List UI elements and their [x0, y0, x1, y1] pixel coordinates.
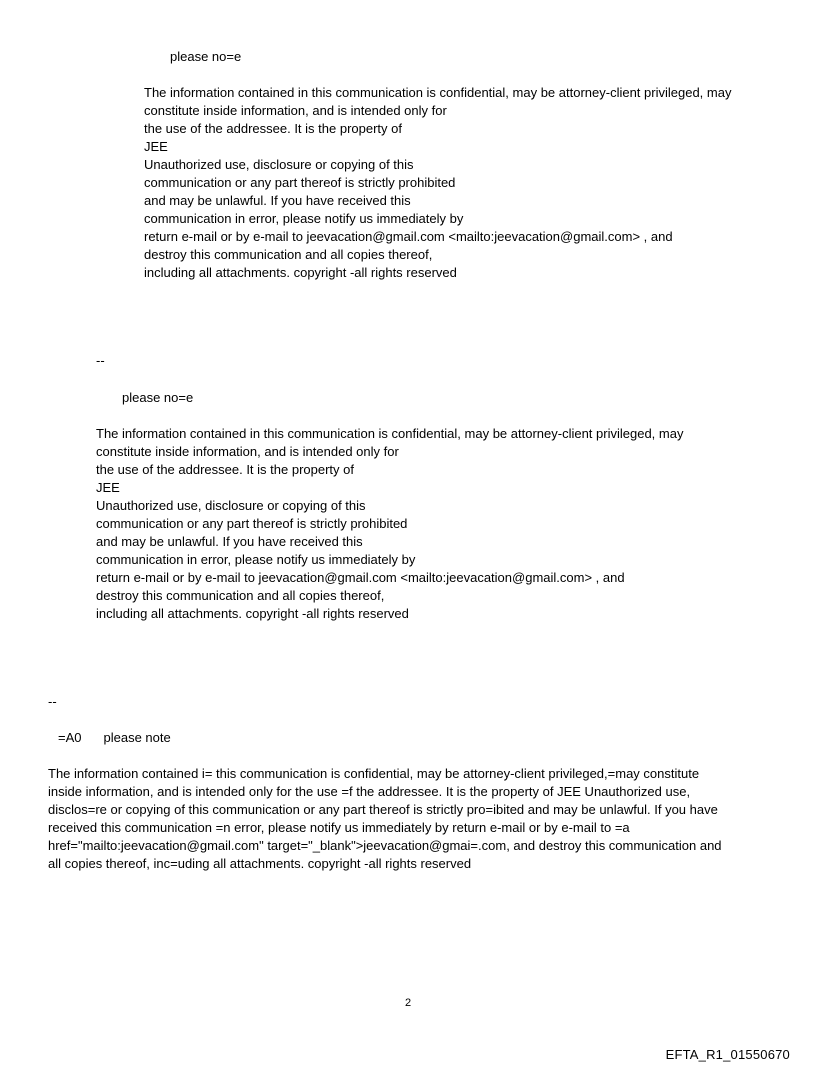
quote-separator — [48, 693, 57, 711]
disclaimer-line: JEE — [144, 139, 168, 154]
disclaimer-line: href="mailto:jeevacation@gmail.com" target="_blank">jeevacation@gmai=.com, and destroy this communication and — [48, 838, 722, 853]
level2-disclaimer — [96, 425, 683, 623]
disclaimer-line: The information contained i= this communication is confidential, may be attorney-client privileged,=may constitute — [48, 766, 700, 781]
level3-disclaimer — [48, 765, 722, 873]
note-line — [58, 729, 171, 747]
level2-please-note — [122, 389, 193, 407]
disclaimer-line: the use of the addressee. It is the property of — [96, 462, 354, 477]
disclaimer-line: communication in error, please notify us immediately by — [144, 211, 464, 226]
disclaimer-line: return e-mail or by e-mail to jeevacation@gmail.com <mailto:jeevacation@gmail.com> , and — [144, 229, 673, 244]
disclaimer-line: inside information, and is intended only for the use =f the addressee. It is the property of JEE Unauthorized use, — [48, 784, 691, 799]
disclaimer-line: including all attachments. copyright -all rights reserved — [96, 606, 409, 621]
disclaimer-line: disclos=re or copying of this communication or any part thereof is strictly pro=ibited and may be unlawful. If you have — [48, 802, 718, 817]
disclaimer-line: The information contained in this communication is confidential, may be attorney-client privileged, may — [96, 426, 684, 441]
disclaimer-line: destroy this communication and all copies thereof, — [96, 588, 385, 603]
level3-please-note — [58, 729, 171, 747]
disclaimer-line: JEE — [96, 480, 120, 495]
disclaimer-line: Unauthorized use, disclosure or copying of this — [96, 498, 366, 513]
disclaimer-line: communication in error, please notify us immediately by — [96, 552, 416, 567]
disclaimer-line: constitute inside information, and is intended only for — [144, 103, 447, 118]
disclaimer-line: communication or any part thereof is strictly prohibited — [96, 516, 408, 531]
quote-separator — [96, 352, 105, 370]
disclaimer-line: communication or any part thereof is strictly prohibited — [144, 175, 456, 190]
disclaimer-line: The information contained in this communication is confidential, may be attorney-client privileged, may — [144, 85, 732, 100]
disclaimer-line: constitute inside information, and is intended only for — [96, 444, 399, 459]
level1-please-note — [170, 48, 241, 66]
note-text: please note — [103, 730, 171, 745]
disclaimer-line: and may be unlawful. If you have received this — [144, 193, 411, 208]
disclaimer-line: including all attachments. copyright -all rights reserved — [144, 265, 457, 280]
note-text: please no=e — [170, 49, 242, 64]
note-prefix: =A0 — [58, 730, 82, 745]
separator-text: -- — [48, 694, 57, 709]
separator-text: -- — [96, 353, 105, 368]
level1-disclaimer — [144, 84, 731, 282]
disclaimer-line: all copies thereof, inc=uding all attachments. copyright -all rights reserved — [48, 856, 472, 871]
page-number: 2 — [404, 997, 412, 1009]
bates-number: EFTA_R1_01550670 — [665, 1047, 790, 1062]
disclaimer-line: and may be unlawful. If you have received this — [96, 534, 363, 549]
disclaimer-line: destroy this communication and all copies thereof, — [144, 247, 433, 262]
disclaimer-line: return e-mail or by e-mail to jeevacation@gmail.com <mailto:jeevacation@gmail.com> , and — [96, 570, 625, 585]
disclaimer-line: the use of the addressee. It is the property of — [144, 121, 402, 136]
disclaimer-line: Unauthorized use, disclosure or copying of this — [144, 157, 414, 172]
disclaimer-line: received this communication =n error, please notify us immediately by return e-mail or by e-mail to =a — [48, 820, 630, 835]
note-text: please no=e — [122, 390, 194, 405]
